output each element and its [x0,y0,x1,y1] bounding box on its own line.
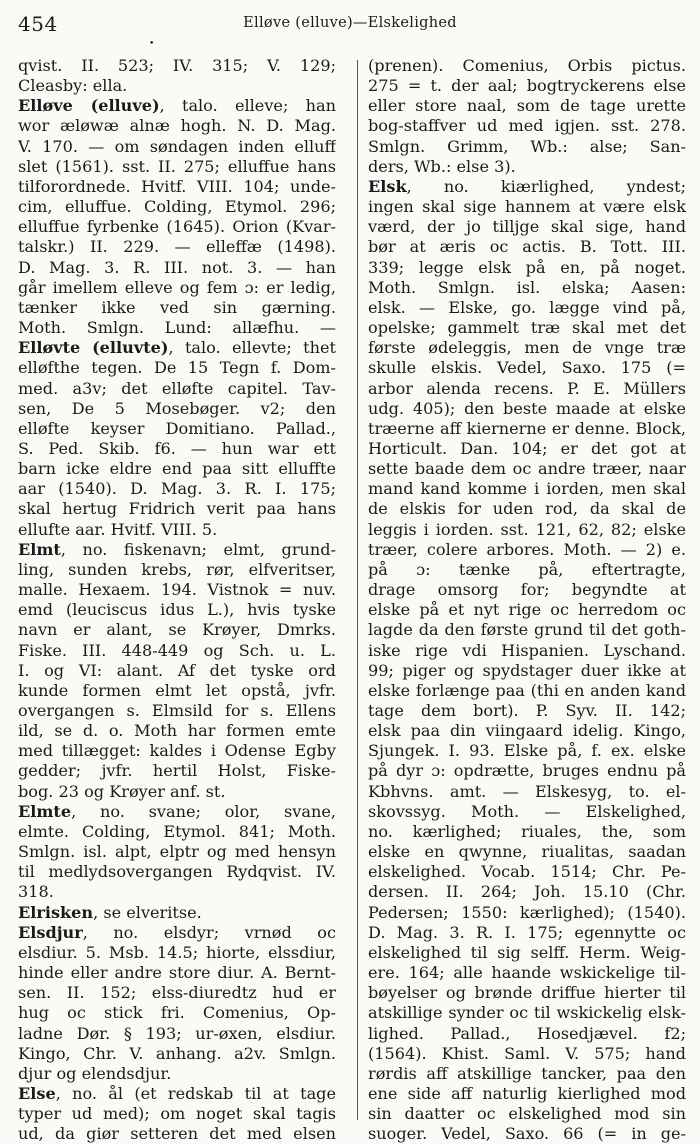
text-line: I. og VI: alant. Af det tyske ord [18,660,336,680]
text-line: emd (leuciscus idus L.), hvis tyske [18,600,336,620]
text-line: overgangen s. Elmsild for s. Ellens [18,701,336,720]
text-line: kunde formen elmt let opstå, jvfr. [18,680,336,700]
text-line: bog-staffver ud med igjen. sst. 278. [368,116,686,136]
text-line: Smlgn. Grimm, Wb.: alse; San- [368,136,686,156]
text-line: Moth. Smlgn. Lund: allæfhu. — [18,318,336,338]
headword: Elmt [18,539,61,559]
text-line: på ɔ: tænke på, eftertragte, [368,559,686,579]
text-line: lagde da den første grund til det goth- [368,620,686,640]
text-line: elmte. Colding, Etymol. 841; Moth. [18,821,336,841]
text-line: no. kærlighed; riuales, the, som [368,821,686,841]
headword: Elmte [18,801,72,821]
text-line: opelske; gammelt træ skal met det [368,318,686,338]
text-line: ling, sunden krebs, rør, elfveritser, [18,559,336,579]
text-line: suoger. Vedel, Saxo. 66 (= in ge- [368,1124,686,1144]
text-line: Moth. Smlgn. isl. elska; Aasen: [368,277,686,297]
text-line: ene side aff naturlig kierlighed mod [368,1083,686,1103]
text-line: Fiske. III. 448-449 og Sch. u. L. [18,640,336,660]
text-line: sen, De 5 Mosebøger. v2; den [18,398,336,418]
text-line: Cleasby: ella. [18,76,128,96]
text-line: 99; piger og spydstager duer ikke at [368,660,686,680]
text-line: med. a3v; det elløfte capitel. Tav- [18,378,336,398]
text-line: på dyr ɔ: opdrætte, bruges endnu på [368,761,686,781]
text-line: D. Mag. 3. R. I. 175; egennytte oc [368,922,686,942]
text-line: skulle elskis. Vedel, Saxo. 175 (= [368,358,686,378]
text-line: malle. Hexaem. 194. Vistnok = nuv. [18,580,336,600]
text-line: aar (1540). D. Mag. 3. R. I. 175; [18,479,336,499]
running-head: Elløve (elluve)—Elskelighed [243,15,457,31]
text-line: Elmte, no. svane; olor, svane, [18,801,336,821]
text-line: 275 = t. der aal; bogtryckerens else [368,76,686,96]
left-column [18,56,336,1144]
text-line: Horticult. Dan. 104; er det got at [368,438,686,458]
text-line: første ødeleggis, men de vnge træ [368,338,686,358]
text-line: elske forlænge paa (thi en anden kand [368,680,686,700]
text-line: slet (1561). sst. II. 275; elluffue hans [18,156,336,176]
headword: Elrisken [18,902,94,922]
text-line: Kingo, Chr. V. anhang. a2v. Smlgn. [18,1043,336,1063]
text-line: rørdis aff atskillige tancker, paa den [368,1063,686,1083]
text-line: mand kand komme i iorden, men skal [368,479,686,499]
text-line: elløfte keyser Domitiano. Pallad., [18,418,336,438]
text-line: lighed. Pallad., Hosedjævel. f2; [368,1023,686,1043]
headword: Elløvte (elluvte) [18,338,169,358]
text-line: bog. 23 og Krøyer anf. st. [18,781,226,801]
headword: Elløve (elluve) [18,96,160,116]
text-line: hug oc stick fri. Comenius, Op- [18,1003,336,1023]
text-line: eller store naal, som de tage urette [368,96,686,116]
text-line: djur og elendsdjur. [18,1063,172,1083]
text-line: ingen skal sige hannem at være elsk [368,197,686,217]
text-line: ild, se d. o. Moth har formen emte [18,721,336,741]
text-line: sen. II. 152; elss-diuredtz hud er [18,983,336,1003]
page-header [0,0,700,49]
text-line: elskelighed. Vocab. 1514; Chr. Pe- [368,862,686,882]
text-line: Elsk, no. kiærlighed, yndest; [368,176,686,196]
text-line: Elløvte (elluvte), talo. ellevte; thet [18,338,336,358]
text-line: elske på et nyt rige oc herredom oc [368,600,686,620]
text-line: S. Ped. Skib. f6. — hun war ett [18,438,336,458]
text-line: ellufte aar. Hvitf. VIII. 5. [18,519,218,539]
text-line: navn er alant, se Krøyer, Dmrks. [18,620,336,640]
text-line: leggis i iorden. sst. 121, 62, 82; elske [368,519,686,539]
text-line: elskelighed til sig selff. Herm. Weig- [368,942,686,962]
text-line: tage dem bort). P. Syv. II. 142; [368,701,686,720]
headword: Else [18,1083,56,1103]
text-line: V. 170. — om søndagen inden elluff [18,136,336,156]
text-line: sette baade dem oc andre træer, naar [368,459,686,479]
text-line: skal hertug Fridrich verit paa hans [18,499,336,519]
text-line: barn icke eldre end paa sitt elluffte [18,459,336,479]
text-line: Elsdjur, no. elsdyr; vrnød oc [18,922,336,942]
text-line: wor æløwæ alnæ hogh. N. D. Mag. [18,116,336,136]
text-line: Sjungek. I. 93. Elske på, f. ex. elske [368,741,686,761]
text-line: ders, Wb.: else 3). [368,156,516,176]
text-line: typer ud med); om noget skal tagis [18,1104,336,1124]
text-line: bøyelser og brønde driffue hierter til [368,983,686,1003]
text-line: D. Mag. 3. R. III. not. 3. — han [18,257,336,277]
text-line: Elmt, no. fiskenavn; elmt, grund- [18,539,336,559]
text-line: 339; legge elsk på en, på noget. [368,257,686,277]
text-line: ladne Dør. § 193; ur-øxen, elsdiur. [18,1023,336,1043]
text-line: Elrisken, se elveritse. [18,902,202,922]
text-line: elsk. — Elske, go. lægge vind på, [368,297,686,317]
text-line: elløfthe tegen. De 15 Tegn f. Dom- [18,358,336,378]
text-line: elsk paa din viingaard idelig. Kingo, [368,721,686,741]
headword: Elsdjur [18,922,83,942]
text-line: cim, elluffue. Colding, Etymol. 296; [18,197,336,217]
text-line: elsdiur. 5. Msb. 14.5; hiorte, elssdiur, [18,942,336,962]
text-line: elluffue fyrbenke (1645). Orion (Kvar- [18,217,336,237]
text-line: bør at æris oc actis. B. Tott. III. [368,237,686,257]
text-line: Elløve (elluve), talo. elleve; han [18,96,336,116]
text-line: atskillige synder oc til wskickelig elsk- [368,1003,686,1023]
text-line: værd, der jo tilljge skal sige, hand [368,217,686,237]
text-line: arbor alenda recens. P. E. Müllers [368,378,686,398]
text-line: gedder; jvfr. hertil Holst, Fiske- [18,761,336,781]
text-line: tilforordnede. Hvitf. VIII. 104; unde- [18,176,336,196]
text-line: Else, no. ål (et redskab til at tage [18,1083,336,1103]
text-line: iske rige vdi Hispanien. Lyschand. [368,640,686,660]
text-line: sin daatter oc elskelighed mod sin [368,1104,686,1124]
text-line: hinde eller andre store diur. A. Bernt- [18,963,336,983]
headword: Elsk [368,176,407,196]
text-line: til medlydsovergangen Rydqvist. IV. [18,862,336,882]
text-line: de elskis for uden rod, da skal de [368,499,686,519]
text-line: udg. 405); den beste maade at elske [368,398,686,418]
text-line: Pedersen; 1550: kærlighed); (1540). [368,902,686,922]
text-line: træerne aff kiernerne er denne. Block, [368,418,686,438]
text-line: ud, da giør setteren det med elsen [18,1124,336,1144]
text-line: qvist. II. 523; IV. 315; V. 129; [18,56,336,75]
text-line: (1564). Khist. Saml. V. 575; hand [368,1043,686,1063]
text-line: elske en qwynne, riualitas, saadan [368,842,686,862]
column-divider [357,60,358,1120]
text-line: skovssyg. Moth. — Elskelighed, [368,801,686,821]
text-line: 318. [18,882,54,902]
text-line: tænker ikke ved sin gærning. [18,297,336,317]
page-number: 454 [18,12,58,36]
text-line: med tillægget: kaldes i Odense Egby [18,741,336,761]
text-line: talskr.) II. 229. — elleffæ (1498). [18,237,336,257]
text-line: træer, colere arbores. Moth. — 2) e. [368,539,686,559]
right-column [368,56,686,1144]
text-line: Smlgn. isl. alpt, elptr og med hensyn [18,842,336,862]
text-line: går imellem elleve og fem ɔ: er ledig, [18,277,336,297]
text-line: drage omsorg for; begyndte at [368,580,686,600]
text-line: dersen. II. 264; Joh. 15.10 (Chr. [368,882,686,902]
text-line: (prenen). Comenius, Orbis pictus. [368,56,686,75]
text-line: ere. 164; alle haande wskickelige til- [368,963,686,983]
ornament-mark: • [149,39,155,49]
text-line: Kbhvns. amt. — Elskesyg, to. el- [368,781,686,801]
